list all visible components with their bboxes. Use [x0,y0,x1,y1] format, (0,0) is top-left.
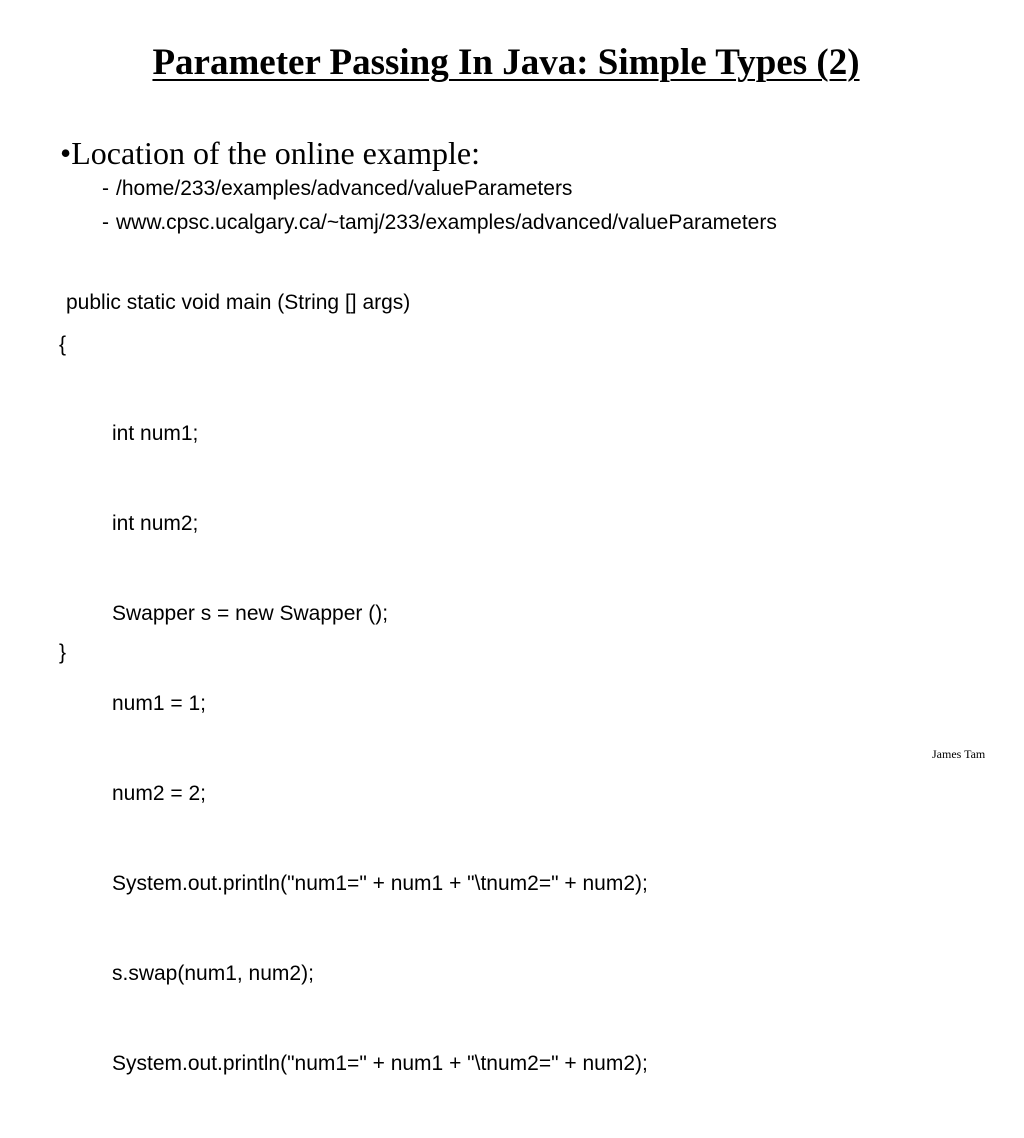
code-line: int num2; [112,512,199,535]
code-method-signature: public static void main (String [] args) [66,291,411,314]
code-line: int num1; [112,422,199,445]
dash-marker: - [102,177,109,200]
footer-author: James Tam [932,747,986,761]
bullet-marker: • [60,135,72,171]
dash-marker: - [102,211,109,234]
bullet-text: Location of the online example: [71,135,480,171]
location-path-text: /home/233/examples/advanced/valueParameters [116,177,573,200]
code-line: Swapper s = new Swapper (); [112,602,389,625]
code-line: num1 = 1; [112,692,206,715]
location-url-text: www.cpsc.ucalgary.ca/~tamj/233/examples/advanced/valueParameters [116,211,777,234]
code-body [112,362,648,1138]
code-close-brace: } [59,641,67,664]
slide-title: Parameter Passing In Java: Simple Types (2) [152,42,860,83]
code-open-brace: { [59,333,67,356]
bullet-location [60,133,480,173]
location-item-url [102,208,777,242]
code-line: s.swap(num1, num2); [112,962,314,985]
location-item-path [102,174,777,208]
code-line: System.out.println("num1=" + num1 + "\tnum2=" + num2); [112,872,648,895]
code-line: System.out.println("num1=" + num1 + "\tnum2=" + num2); [112,1052,648,1075]
location-list [102,174,777,242]
code-line: num2 = 2; [112,782,206,805]
